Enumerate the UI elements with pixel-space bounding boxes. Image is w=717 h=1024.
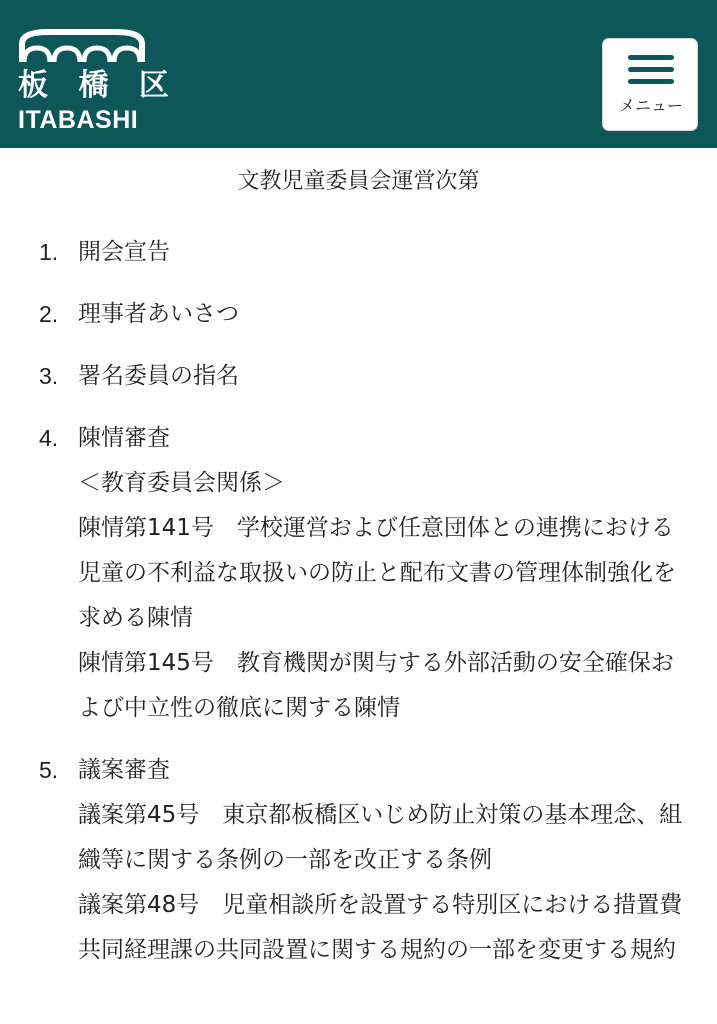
agenda-sub-item: 議案第48号 児童相談所を設置する特別区における措置費共同経理課の共同設置に関する規約の一部を変更する規約 — [78, 892, 683, 963]
itabashi-logo[interactable] — [18, 26, 179, 136]
agenda-list — [0, 230, 717, 990]
agenda-item-number: 1. — [39, 239, 59, 265]
agenda-item-number: 4. — [39, 425, 59, 451]
agenda-sub-item: ＜教育委員会関係＞ — [78, 470, 285, 496]
agenda-item-number: 5. — [39, 757, 59, 783]
agenda-item — [0, 748, 717, 973]
agenda-item-title: 陳情審査 — [78, 425, 170, 451]
page-title: 文教児童委員会運営次第 — [237, 169, 480, 194]
agenda-item-number: 3. — [39, 363, 59, 389]
menu-label: メニュー — [618, 96, 683, 115]
agenda-item-title: 理事者あいさつ — [78, 301, 239, 327]
agenda-item-number: 2. — [39, 301, 59, 327]
agenda-item-title: 署名委員の指名 — [78, 363, 239, 389]
agenda-item — [0, 416, 717, 731]
logo-kanji: 板 橋 区 — [18, 68, 179, 103]
agenda-item-title: 開会宣告 — [78, 239, 170, 265]
site-header — [0, 0, 717, 148]
logo-roman: ITABASHI — [18, 106, 139, 134]
menu-button[interactable] — [602, 38, 698, 131]
agenda-item — [0, 354, 717, 399]
hamburger-menu-icon — [628, 55, 674, 85]
agenda-item-title: 議案審査 — [78, 757, 170, 783]
agenda-sub-item: 議案第45号 東京都板橋区いじめ防止対策の基本理念、組織等に関する条例の一部を改正する条例 — [78, 802, 683, 873]
agenda-sub-item: 陳情第141号 学校運営および任意団体との連携における児童の不利益な取扱いの防止と配布文書の管理体制強化を求める陳情 — [78, 515, 676, 631]
bridge-arches-icon — [18, 26, 146, 66]
agenda-item — [0, 230, 717, 275]
agenda-sub-item: 陳情第145号 教育機関が関与する外部活動の安全確保および中立性の徹底に関する陳情 — [78, 650, 674, 721]
agenda-item — [0, 292, 717, 337]
